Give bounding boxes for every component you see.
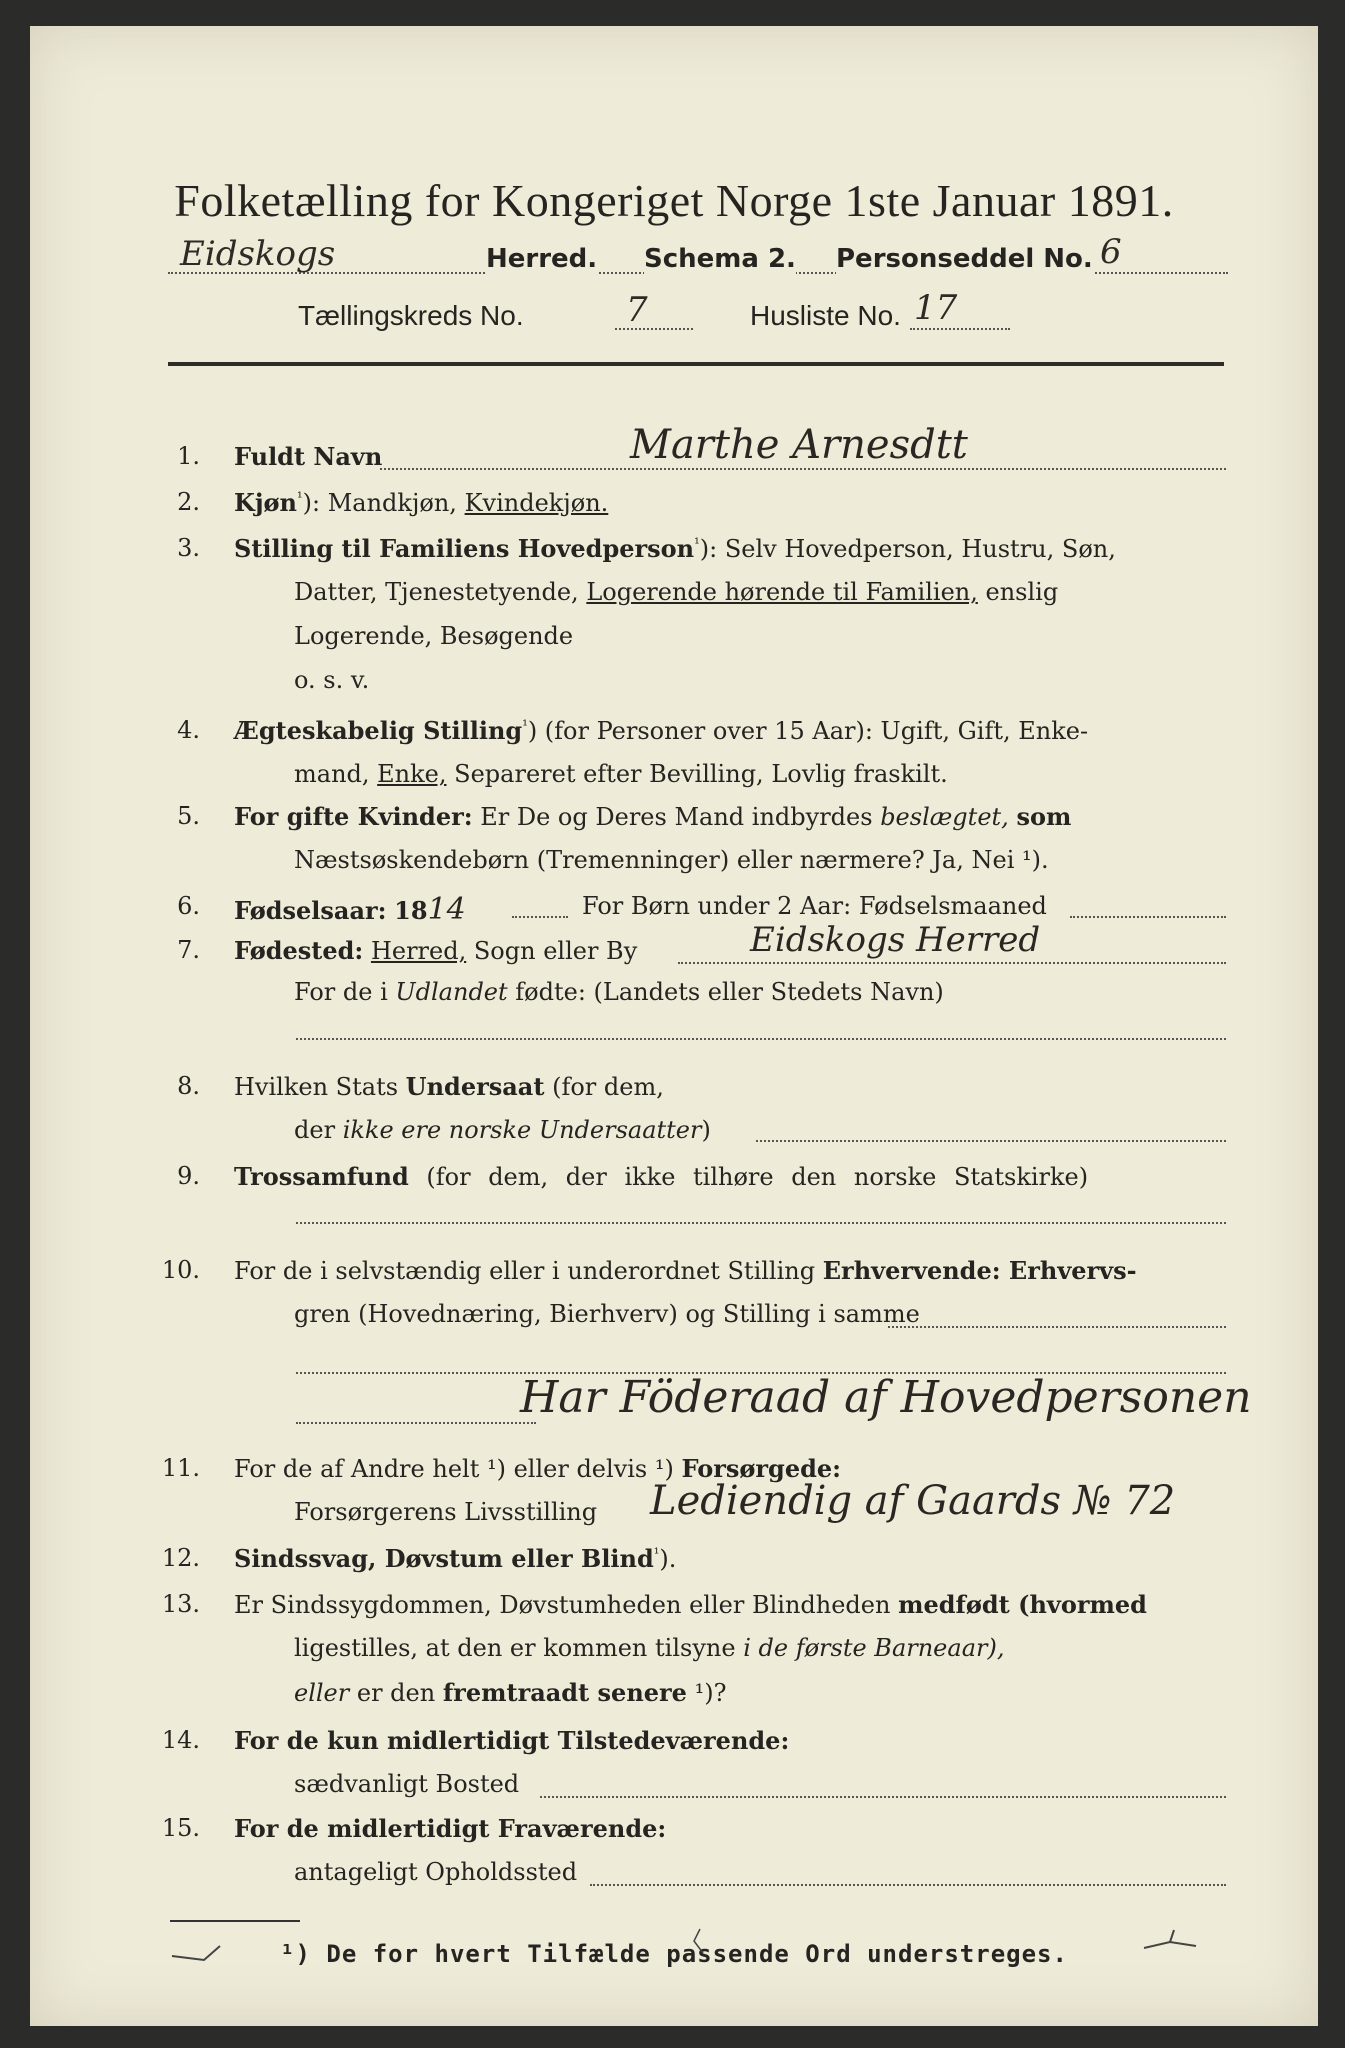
item-number: 2. (177, 488, 200, 516)
item-2-line (234, 488, 608, 517)
item-dots (296, 1222, 1226, 1224)
provider-occupation-value: Lediendig af Gaards № 72 (650, 1478, 1176, 1524)
item-text: o. s. v. (294, 666, 370, 694)
item-label: For de midlertidigt Fraværende: (234, 1814, 667, 1843)
item-4-line2 (294, 760, 948, 788)
item-dots (590, 1884, 1226, 1886)
herred-value: Eidskogs (180, 234, 336, 274)
item-italic: Udlandet (395, 978, 508, 1006)
item-text: fødte: (Landets eller Stedets Navn) (515, 978, 944, 1006)
item-text: gren (Hovednæring, Bierhverv) og Stilling i samme (294, 1300, 920, 1328)
item-text: ) (for Personer over 15 Aar): Ugift, Gift, Enke- (527, 717, 1089, 745)
header-rule (168, 362, 1224, 366)
item-bold: Undersaat (405, 1072, 545, 1101)
item-text: ¹)? (694, 1679, 727, 1707)
occupation-value: Har Föderaad af Hovedpersonen (520, 1372, 1252, 1423)
item-number: 8. (177, 1072, 200, 1100)
item-number: 13. (161, 1590, 200, 1618)
item-10-line (234, 1256, 1137, 1285)
item-label: Hvilken Stats (234, 1073, 399, 1101)
item-text: Logerende, Besøgende (294, 622, 574, 650)
item-sup: ¹ (653, 1546, 660, 1562)
item-text: som (1016, 802, 1072, 831)
item-text: (for dem, der ikke tilhøre den norske Statskirke) (426, 1163, 1089, 1191)
schema-label: Schema 2. (644, 244, 796, 274)
item-dots (512, 916, 568, 918)
item-label: Fuldt Navn (234, 442, 383, 471)
item-text: For de i selvstændig eller i underordnet Stilling (234, 1257, 816, 1285)
item-text: sædvanligt Bosted (294, 1770, 520, 1798)
item-12-line (234, 1544, 676, 1573)
item-label: Stilling til Familiens Hovedperson (234, 534, 695, 563)
birth-year-value: 14 (427, 892, 466, 927)
item-8-line2: der ikke ere norske Undersaatter) (294, 1116, 711, 1144)
item-number: 7. (177, 936, 200, 964)
pencil-mark-icon (670, 1926, 730, 1956)
personseddel-value: 6 (1100, 232, 1122, 272)
item-dots (296, 1038, 1226, 1040)
item-text: ): Mandkjøn, (302, 489, 457, 517)
item-13-line2 (294, 1634, 1004, 1662)
item-dots (540, 1796, 1226, 1798)
item-label: Kjøn (234, 488, 297, 517)
item-text: Er De og Deres Mand indbyrdes (480, 803, 873, 831)
full-name-value: Marthe Arnesdtt (630, 422, 968, 468)
marked-option: Enke, (377, 760, 447, 788)
item-italic: ikke ere norske Undersaatter (342, 1116, 702, 1144)
item-3-line (234, 534, 1116, 563)
item-number: 3. (177, 534, 200, 562)
item-number: 12. (161, 1544, 200, 1572)
item-text: enslig (985, 578, 1059, 606)
pencil-mark-icon (1140, 1926, 1200, 1956)
item-dots (888, 1326, 1226, 1328)
item-text: For de i (294, 978, 388, 1006)
marked-option: Logerende hørende til Familien, (586, 578, 978, 606)
item-dots (296, 1422, 536, 1424)
form-title: Folketælling for Kongeriget Norge 1ste Januar 1891. (174, 175, 1174, 226)
item-3-line2 (294, 578, 1058, 606)
item-italic: i de første Barneaar), (743, 1634, 1005, 1662)
item-text: Næstsøskendebørn (Tremenninger) eller nærmere? Ja, Nei ¹). (294, 846, 1049, 874)
item-number: 9. (177, 1162, 200, 1190)
item-13-line (234, 1590, 1147, 1619)
item-label: Trossamfund (234, 1162, 409, 1191)
item-italic: beslægtet, (880, 803, 1009, 831)
item-number: 14. (161, 1726, 200, 1754)
item-text: (for dem, (552, 1073, 664, 1101)
item-text: der (294, 1116, 336, 1144)
item-7-line (234, 936, 637, 965)
item-text: For Børn under 2 Aar: Fødselsmaaned (582, 892, 1047, 920)
item-8-line (234, 1072, 664, 1101)
marked-option: Kvindekjøn. (464, 489, 609, 517)
item-sup: ¹ (522, 718, 528, 734)
herred-label: Herred. (486, 244, 598, 274)
item-text: Datter, Tjenestetyende, (294, 578, 579, 606)
item-7-line2 (294, 978, 944, 1006)
footnote-rule (170, 1920, 300, 1922)
item-text: ). (659, 1545, 677, 1573)
item-text: Er Sindssygdommen, Døvstumheden eller Blindheden (234, 1591, 891, 1619)
item-number: 10. (161, 1256, 200, 1284)
item-text: Forsørgerens Livsstilling (294, 1498, 598, 1526)
item-sup: ¹ (694, 536, 700, 552)
item-text: ): Selv Hovedperson, Hustru, Søn, (699, 535, 1116, 563)
item-dots (1070, 916, 1226, 918)
item-13-line3 (294, 1678, 726, 1707)
item-4-line (234, 716, 1088, 745)
item-text: mand, (294, 760, 370, 788)
item-italic: eller (294, 1679, 350, 1707)
census-form (30, 26, 1318, 2026)
item-label: For de kun midlertidigt Tilstedeværende: (234, 1726, 790, 1755)
personseddel-label: Personseddel No. (836, 244, 1093, 274)
item-number: 15. (161, 1814, 200, 1842)
pencil-mark-icon (170, 1938, 230, 1968)
item-5-line (234, 802, 1071, 831)
item-number: 11. (161, 1454, 200, 1482)
item-label: For gifte Kvinder: (234, 802, 473, 831)
item-number: 1. (177, 442, 200, 470)
item-text: ligestilles, at den er kommen tilsyne (294, 1634, 736, 1662)
item-label: Ægteskabelig Stilling (234, 716, 523, 745)
birthplace-value: Eidskogs Herred (750, 920, 1041, 960)
item-text: antageligt Opholdssted (294, 1858, 578, 1886)
item-number: 5. (177, 802, 200, 830)
item-bold: Erhvervende: Erhvervs- (822, 1256, 1137, 1285)
year-prefix: 18 (394, 896, 428, 925)
husliste-dots (910, 328, 1010, 330)
husliste-label: Husliste No. (750, 300, 901, 331)
item-number: 6. (177, 892, 200, 920)
item-label: Sindssvag, Døvstum eller Blind (234, 1544, 654, 1573)
item-dots (380, 468, 1226, 470)
item-bold: Forsørgede: (681, 1454, 842, 1483)
item-number: 4. (177, 716, 200, 744)
item-text: Sogn eller By (473, 937, 638, 965)
item-dots (756, 1140, 1226, 1142)
item-sup: ¹ (297, 490, 303, 506)
item-label: Fødested: (234, 936, 364, 965)
item-dots (678, 962, 1226, 964)
item-bold: fremtraadt senere (442, 1678, 687, 1707)
kreds-label: Tællingskreds No. (298, 300, 524, 331)
item-text: er den (356, 1679, 436, 1707)
footnote: ¹) De for hvert Tilfælde passende Ord understreges. (280, 1940, 1068, 1968)
item-9-line (234, 1162, 1088, 1191)
item-6-line (234, 892, 466, 927)
husliste-value: 17 (914, 288, 958, 328)
item-text: For de af Andre helt ¹) eller delvis ¹) (234, 1455, 674, 1483)
item-bold: medfødt (hvormed (898, 1590, 1147, 1619)
kreds-value: 7 (626, 290, 648, 330)
item-label: Fødselsaar: (234, 896, 387, 925)
item-text: Separeret efter Bevilling, Lovlig fraskilt. (454, 760, 948, 788)
marked-option: Herred, (370, 937, 467, 965)
